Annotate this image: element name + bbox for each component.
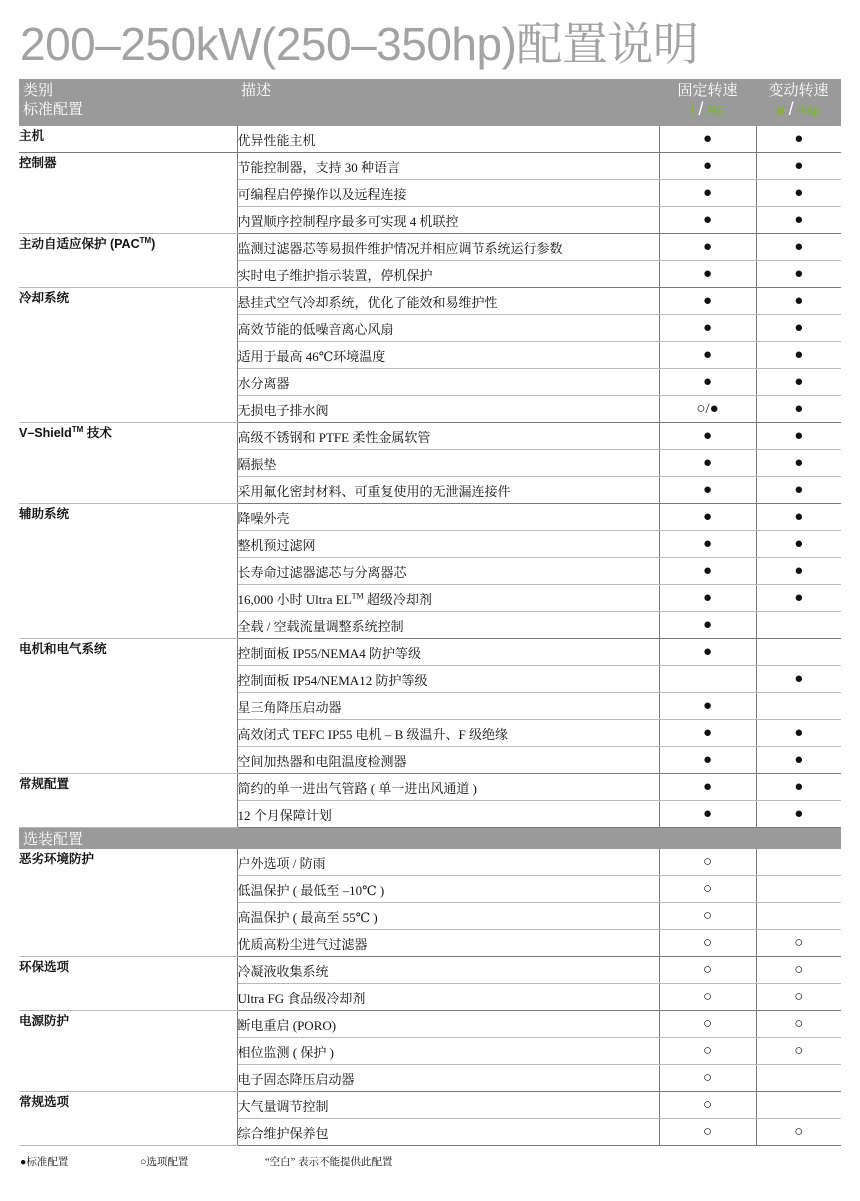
fixed-speed-mark: ● [659,693,756,720]
category-name: 环保选项 [19,960,70,974]
variable-speed-mark: ● [756,423,841,450]
variable-speed-mark: ● [756,585,841,612]
legend-blank: “空白” 表示不能提供此配置 [265,1157,393,1168]
description-text: 相位监测 ( 保护 ) [237,1044,334,1060]
description-text-tail: 超级冷却剂 [363,591,432,607]
description-text: 高效闭式 TEFC IP55 电机 – B 级温升、F 级绝缘 [237,726,508,742]
description-cell [237,585,659,612]
description-cell [237,849,659,876]
category-cell [19,957,237,1011]
category-cell [19,504,237,639]
description-cell [237,261,659,288]
category-name: 常规选项 [19,1095,70,1109]
category-cell [19,126,237,153]
fixed-speed-mark: ● [659,531,756,558]
description-cell [237,288,659,315]
description-text: 适用于最高 46℃环境温度 [237,348,386,364]
fixed-speed-mark: ○ [659,849,756,876]
legend-standard: ●标准配置 [20,1157,69,1168]
table-row [19,849,841,876]
description-text: 整机预过滤网 [237,537,316,553]
optional-section-row [19,828,841,850]
variable-speed-mark: ● [756,666,841,693]
fixed-speed-mark: ● [659,369,756,396]
description-cell [237,396,659,423]
trademark-mark: TM [351,591,364,601]
legend-optional: ○选项配置 [140,1157,189,1168]
variable-speed-mark: ● [756,288,841,315]
variable-speed-mark: ○ [756,957,841,984]
fixed-speed-mark: ● [659,774,756,801]
variable-speed-mark: ● [756,342,841,369]
description-text: 水分离器 [237,375,290,391]
category-name: 电源防护 [19,1014,70,1028]
description-text: 悬挂式空气冷却系统，优化了能效和易维护性 [237,294,498,310]
description-cell [237,930,659,957]
description-text: Ultra FG 食品级冷却剂 [237,990,366,1006]
description-cell [237,693,659,720]
description-cell [237,903,659,930]
standard-section-label: 标准配置 [23,101,84,118]
category-name: 主机 [19,129,45,143]
description-text: 简约的单一进出气管路 ( 单一进出风通道 ) [237,780,477,796]
description-cell [237,747,659,774]
description-text: 节能控制器，支持 30 种语言 [237,159,401,175]
fixed-speed-mark: ○ [659,930,756,957]
fixed-speed-mark: ○ [659,1065,756,1092]
description-text: 长寿命过滤器滤芯与分离器芯 [237,564,407,580]
description-text: 内置顺序控制程序最多可实现 4 机联控 [237,213,459,229]
description-cell [237,1038,659,1065]
description-cell [237,234,659,261]
variable-speed-mark [756,1092,841,1119]
fixed-speed-mark: ● [659,558,756,585]
description-cell [237,153,659,180]
description-text: 高级不锈钢和 PTFE 柔性金属软管 [237,429,431,445]
description-text: 可编程启停操作以及远程连接 [237,186,407,202]
description-text: 控制面板 IP54/NEMA12 防护等级 [237,672,428,688]
table-row [19,234,841,261]
fixed-speed-unit: I / RE [690,99,725,119]
fixed-speed-mark: ○ [659,876,756,903]
description-cell [237,1119,659,1146]
fixed-speed-mark: ● [659,288,756,315]
description-text: 隔振垫 [237,456,277,472]
fixed-speed-mark: ○ [659,1092,756,1119]
description-text: 电子固态降压启动器 [237,1071,355,1087]
optional-section-label: 选装配置 [19,828,841,850]
description-cell [237,1065,659,1092]
variable-speed-mark: ● [756,234,841,261]
table-row [19,1011,841,1038]
variable-speed-mark: ● [756,558,841,585]
configuration-table [19,79,841,1146]
fixed-speed-mark [659,666,756,693]
variable-speed-mark: ● [756,774,841,801]
table-row [19,423,841,450]
variable-speed-mark: ● [756,315,841,342]
fixed-speed-mark: ○ [659,1038,756,1065]
variable-speed-mark: ● [756,126,841,153]
category-cell [19,153,237,234]
variable-speed-unit: rt / R4p [777,99,820,119]
description-cell [237,180,659,207]
variable-speed-mark: ○ [756,1038,841,1065]
fixed-speed-mark: ● [659,801,756,828]
description-cell [237,126,659,153]
description-cell [237,504,659,531]
variable-speed-mark [756,876,841,903]
category-name-tail: ) [151,237,156,251]
trademark-mark: TM [71,424,84,434]
fixed-speed-mark: ○ [659,957,756,984]
variable-speed-mark: ● [756,261,841,288]
variable-speed-label: 变动转速 [768,82,829,99]
fixed-speed-label: 固定转速 [677,82,738,99]
variable-speed-mark: ○ [756,1119,841,1146]
description-text: 实时电子维护指示装置，停机保护 [237,267,433,283]
description-cell [237,720,659,747]
table-row [19,504,841,531]
description-cell [237,876,659,903]
description-cell [237,450,659,477]
description-text: 高温保护 ( 最高至 55℃ ) [237,909,378,925]
description-text: 综合维护保养包 [237,1125,329,1141]
category-name: V–Shield [19,426,72,440]
description-cell [237,1092,659,1119]
variable-speed-mark [756,639,841,666]
description-text: 高效节能的低噪音离心风扇 [237,321,394,337]
category-header [19,79,237,126]
description-text: 大气量调节控制 [237,1098,329,1114]
variable-speed-mark: ● [756,153,841,180]
description-cell [237,558,659,585]
description-text: 降噪外壳 [237,510,290,526]
description-text: 无损电子排水阀 [237,402,329,418]
table-row [19,153,841,180]
variable-speed-mark: ● [756,801,841,828]
fixed-speed-mark: ○/● [659,396,756,423]
description-text: 全载 / 空载流量调整系统控制 [237,618,404,634]
fixed-speed-mark: ● [659,450,756,477]
description-cell [237,423,659,450]
category-name: 辅助系统 [19,507,70,521]
fixed-speed-mark: ● [659,423,756,450]
table-row [19,639,841,666]
table-row [19,126,841,153]
description-cell [237,1011,659,1038]
category-cell [19,639,237,774]
variable-speed-mark: ● [756,369,841,396]
variable-speed-mark [756,612,841,639]
variable-speed-mark: ○ [756,1011,841,1038]
category-cell [19,1011,237,1092]
description-cell [237,477,659,504]
category-name: 控制器 [19,156,57,170]
fixed-speed-mark: ● [659,747,756,774]
fixed-speed-mark: ● [659,612,756,639]
category-cell [19,288,237,423]
variable-speed-mark: ● [756,747,841,774]
fixed-speed-mark: ○ [659,903,756,930]
description-cell [237,315,659,342]
variable-speed-mark: ● [756,450,841,477]
category-cell [19,774,237,828]
page-title: 200–250kW(250–350hp)配置说明 [20,18,699,70]
category-name: 主动自适应保护 (PAC [19,237,140,251]
fixed-speed-mark: ● [659,477,756,504]
category-name-tail: 技术 [83,426,112,440]
description-text: 优质高粉尘进气过滤器 [237,936,368,952]
variable-speed-mark [756,903,841,930]
optional-config-body [19,849,841,1146]
description-text: 空间加热器和电阻温度检测器 [237,753,407,769]
description-cell [237,666,659,693]
variable-speed-mark: ○ [756,984,841,1011]
fixed-speed-mark: ● [659,261,756,288]
fixed-speed-mark: ○ [659,984,756,1011]
fixed-speed-mark: ● [659,315,756,342]
variable-speed-mark: ● [756,504,841,531]
category-name: 电机和电气系统 [19,642,107,656]
table-row [19,288,841,315]
fixed-speed-mark: ○ [659,1011,756,1038]
variable-speed-mark: ● [756,396,841,423]
trademark-mark: TM [139,235,152,245]
fixed-speed-mark: ● [659,207,756,234]
table-row [19,957,841,984]
description-cell [237,612,659,639]
category-name: 常规配置 [19,777,70,791]
fixed-speed-mark: ● [659,585,756,612]
description-text: 户外选项 / 防雨 [237,855,326,871]
fixed-speed-mark: ● [659,126,756,153]
variable-speed-mark [756,693,841,720]
description-cell [237,207,659,234]
category-name: 冷却系统 [19,291,70,305]
fixed-speed-header [659,79,756,126]
variable-speed-mark: ● [756,477,841,504]
fixed-speed-mark: ● [659,342,756,369]
description-text: 采用氟化密封材料、可重复使用的无泄漏连接件 [237,483,511,499]
fixed-speed-mark: ● [659,720,756,747]
standard-config-body [19,126,841,828]
variable-speed-mark [756,849,841,876]
description-cell [237,369,659,396]
fixed-speed-mark: ● [659,504,756,531]
variable-speed-mark [756,1065,841,1092]
variable-speed-mark: ● [756,720,841,747]
description-text: 断电重启 (PORO) [237,1017,337,1033]
category-cell [19,1092,237,1146]
description-text: 优异性能主机 [237,132,316,148]
description-cell [237,774,659,801]
description-text: 16,000 小时 Ultra EL [237,591,352,607]
description-cell [237,639,659,666]
category-header-label: 类别 [23,82,54,99]
fixed-speed-mark: ● [659,234,756,261]
variable-speed-mark: ○ [756,930,841,957]
description-text: 冷凝液收集系统 [237,963,329,979]
description-cell [237,984,659,1011]
category-cell [19,423,237,504]
description-text: 星三角降压启动器 [237,699,342,715]
table-row [19,774,841,801]
category-name: 恶劣环境防护 [19,852,95,866]
description-text: 12 个月保障计划 [237,807,332,823]
description-cell [237,342,659,369]
variable-speed-header [756,79,841,126]
variable-speed-mark: ● [756,180,841,207]
variable-speed-mark: ● [756,207,841,234]
table-row [19,1092,841,1119]
variable-speed-mark: ● [756,531,841,558]
fixed-speed-mark: ● [659,639,756,666]
description-text: 控制面板 IP55/NEMA4 防护等级 [237,645,421,661]
fixed-speed-mark: ○ [659,1119,756,1146]
description-text: 低温保护 ( 最低至 –10℃ ) [237,882,385,898]
description-text: 监测过滤器芯等易损件维护情况并相应调节系统运行参数 [237,240,563,256]
table-header-row [19,79,841,126]
category-cell [19,849,237,957]
description-cell [237,531,659,558]
description-header: 描述 [237,79,659,126]
fixed-speed-mark: ● [659,180,756,207]
category-cell [19,234,237,288]
description-cell [237,957,659,984]
fixed-speed-mark: ● [659,153,756,180]
description-cell [237,801,659,828]
